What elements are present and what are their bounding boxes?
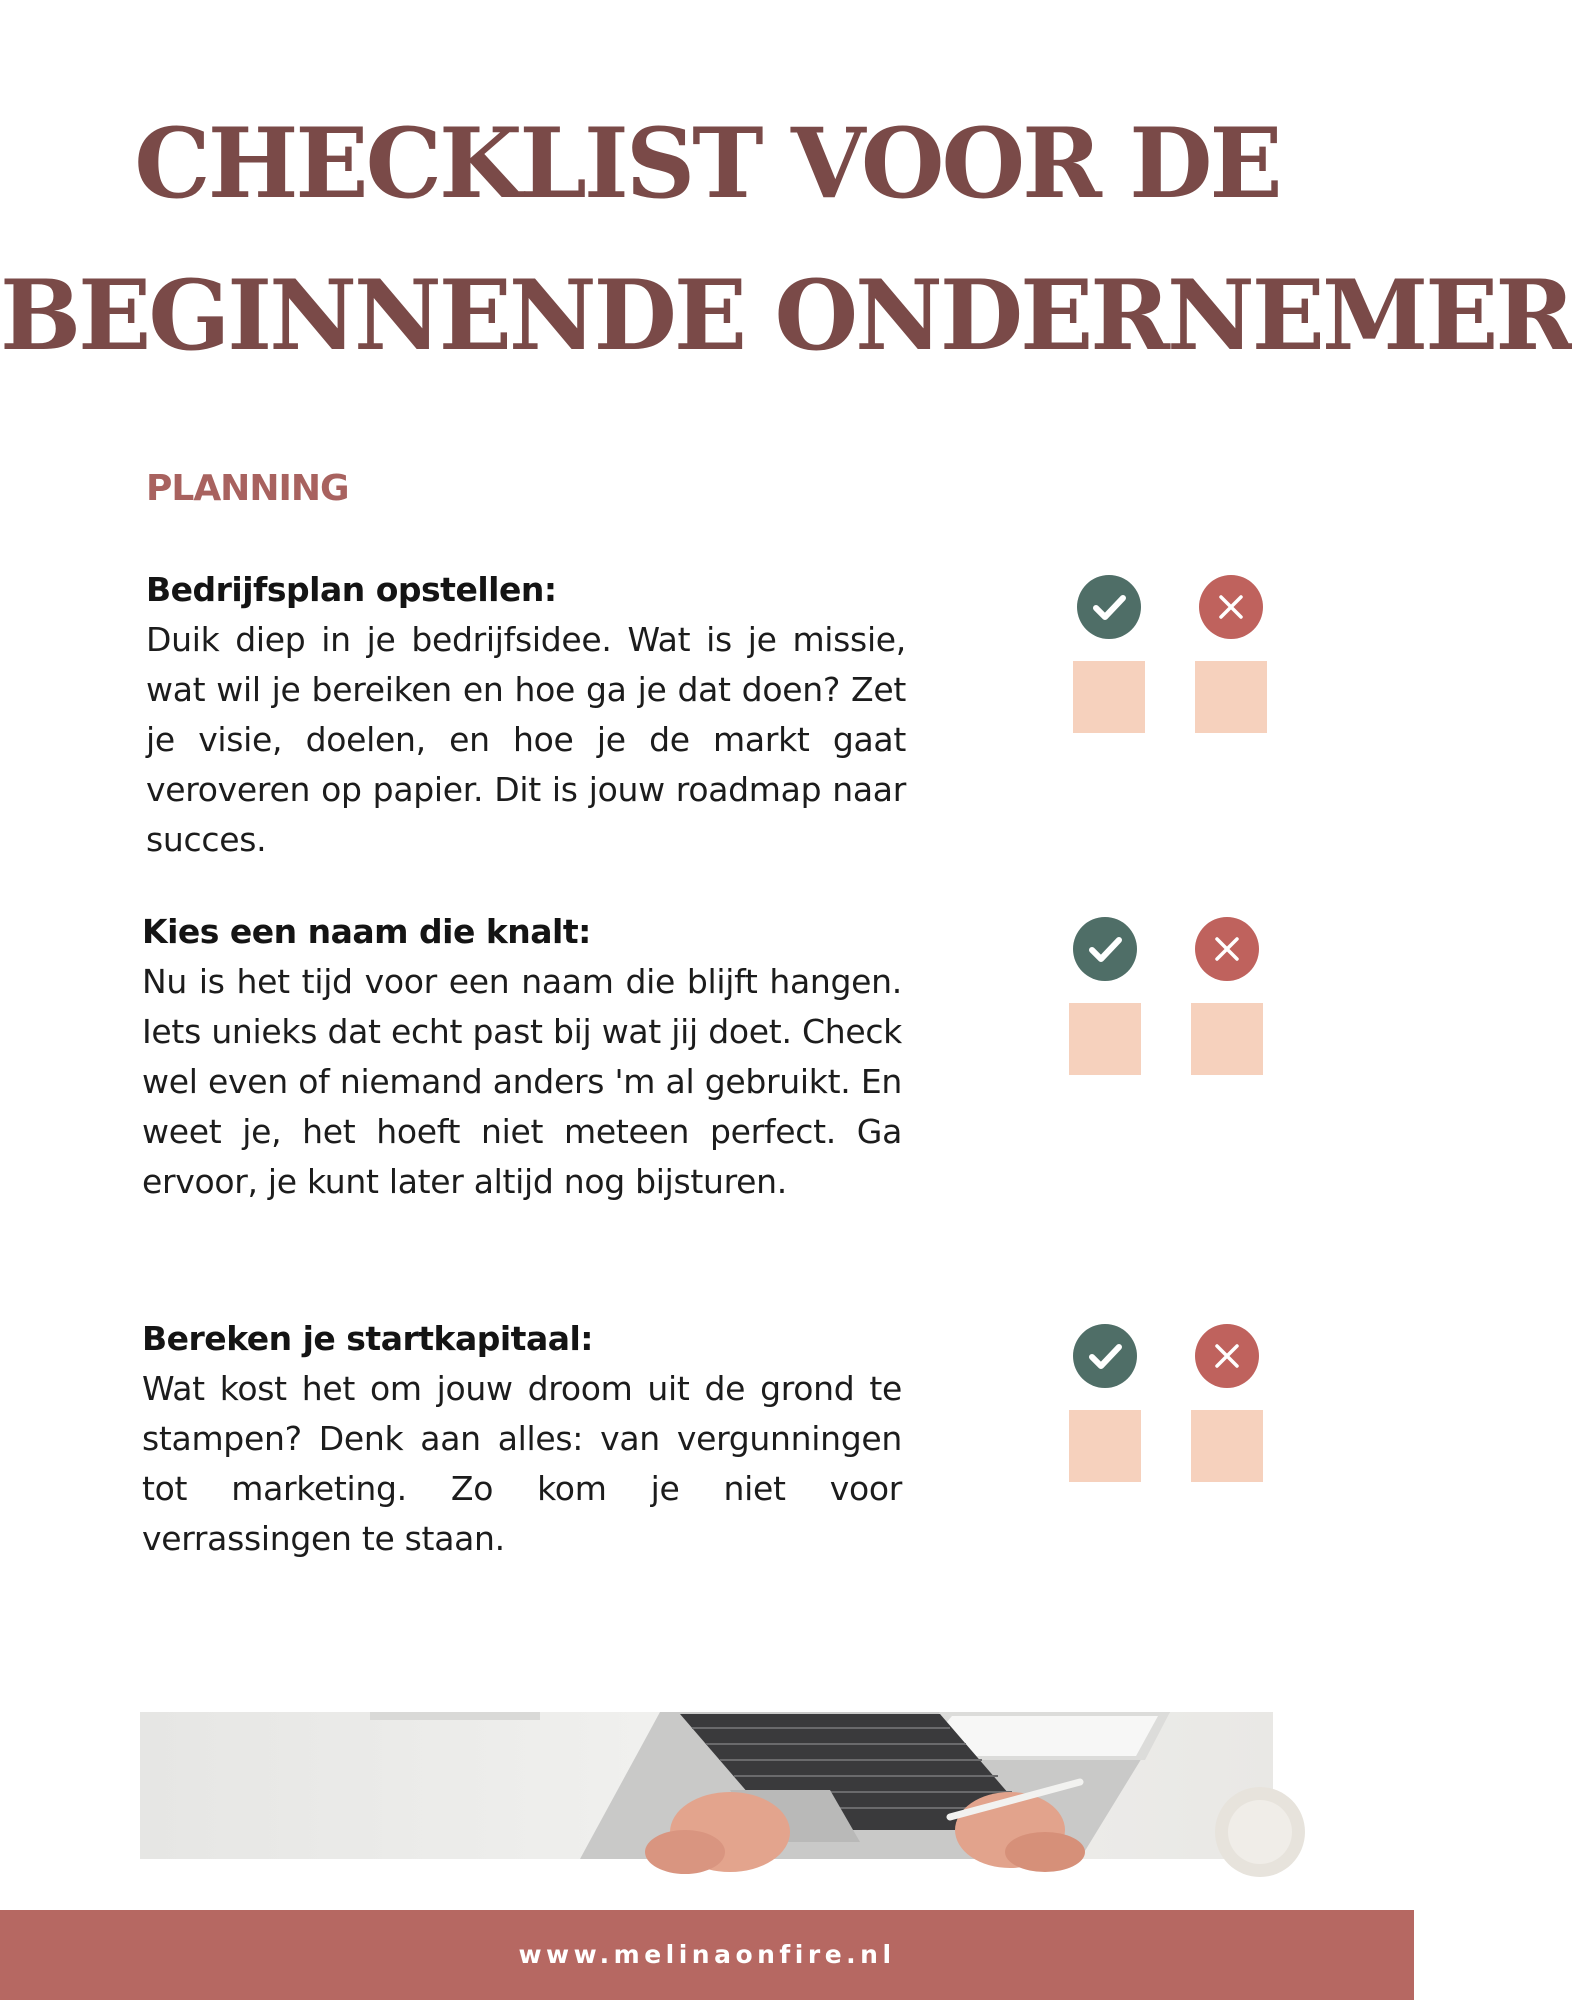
yes-checkbox[interactable] <box>1073 661 1145 733</box>
no-checkbox[interactable] <box>1191 1003 1263 1075</box>
check-icon <box>1077 575 1141 639</box>
footer-bar <box>0 1910 1414 2000</box>
check-icon <box>1073 917 1137 981</box>
cross-icon <box>1195 917 1259 981</box>
page-title-line-1: CHECKLIST VOOR DE <box>134 107 1280 220</box>
footer-website-link[interactable]: www.melinaonfire.nl <box>518 1940 896 1969</box>
checklist-item-title: Bereken je startkapitaal: <box>142 1319 593 1358</box>
check-icon <box>1073 1324 1137 1388</box>
no-option <box>1190 1324 1264 1482</box>
checklist-item <box>142 907 902 1207</box>
page-title <box>0 88 1572 392</box>
cross-icon <box>1199 575 1263 639</box>
yes-option <box>1068 917 1142 1075</box>
yes-option <box>1068 1324 1142 1482</box>
checklist-item-description: Wat kost het om jouw droom uit de grond te stampen? Denk aan alles: van vergunningen tot marketing. Zo kom je niet voor verrassingen te staan. <box>142 1369 902 1558</box>
yes-checkbox[interactable] <box>1069 1410 1141 1482</box>
checklist-item-title: Bedrijfsplan opstellen: <box>146 570 557 609</box>
cross-icon <box>1195 1324 1259 1388</box>
no-checkbox[interactable] <box>1191 1410 1263 1482</box>
checklist-item <box>142 1314 902 1564</box>
page-title-line-2: BEGINNENDE ONDERNEMER <box>0 259 1572 372</box>
no-option <box>1194 575 1268 733</box>
yes-option <box>1072 575 1146 733</box>
yes-checkbox[interactable] <box>1069 1003 1141 1075</box>
checklist-item-description: Nu is het tijd voor een naam die blijft hangen. Iets unieks dat echt past bij wat jij doet. Check wel even of niemand anders 'm al gebruikt. En weet je, het hoeft niet meteen perfect. Ga ervoor, je kunt later altijd nog bijsturen. <box>142 962 902 1201</box>
checklist-item-description: Duik diep in je bedrijfsidee. Wat is je missie, wat wil je bereiken en hoe ga je dat doen? Zet je visie, doelen, en hoe je de markt gaat veroveren op papier. Dit is jouw roadmap naar succes. <box>146 620 906 859</box>
section-heading-planning: PLANNING <box>146 468 349 509</box>
no-option <box>1190 917 1264 1075</box>
laptop-photo <box>140 1712 1273 1859</box>
checklist-item <box>146 565 906 865</box>
checklist-item-title: Kies een naam die knalt: <box>142 912 591 951</box>
no-checkbox[interactable] <box>1195 661 1267 733</box>
laptop-photo-illustration <box>140 1712 1273 1859</box>
